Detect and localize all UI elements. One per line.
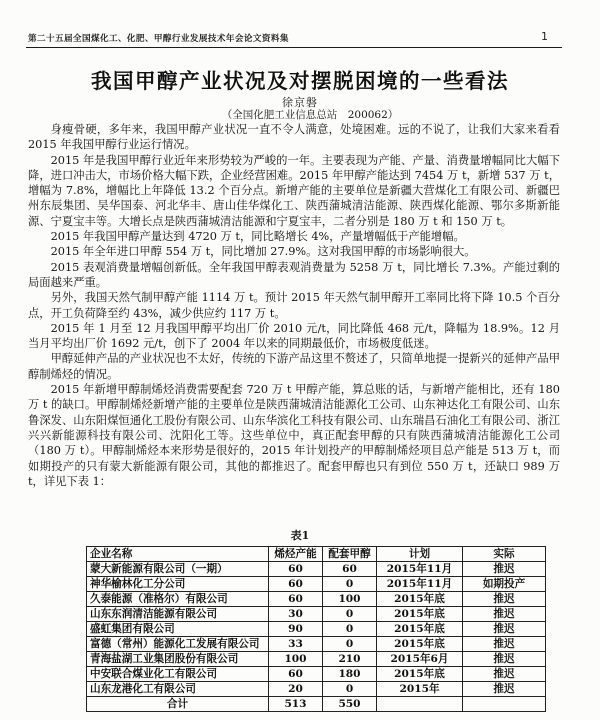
column-header-company: 企业名称 — [87, 547, 269, 562]
cell-olefin-capacity: 60 — [269, 667, 323, 682]
cell-olefin-capacity: 90 — [269, 622, 323, 637]
cell-plan: 2015年6月 — [377, 652, 463, 667]
cell-olefin-capacity: 60 — [269, 592, 323, 607]
column-header-plan: 计划 — [377, 547, 463, 562]
article-body — [28, 122, 560, 489]
cell-plan: 2015年11月 — [377, 562, 463, 577]
article-author: 徐京磐 — [282, 96, 318, 109]
body-paragraph: 2015 年 1 月至 12 月我国甲醇平均出厂价 2010 元/t，同比降低 468 元/t，降幅为 18.9%。12 月当月平均出厂价 1692 元/t，创下了 2004 年以来的同期最低价，市场极度低迷。 — [28, 321, 560, 351]
table-row — [87, 577, 546, 592]
cell-company: 久泰能源（准格尔）有限公司 — [87, 592, 269, 607]
cell-company: 神华榆林化工分公司 — [87, 577, 269, 592]
article-affiliation: （全国化肥工业信息总站 200062） — [221, 109, 399, 121]
cell-actual: 推迟 — [463, 682, 546, 697]
cell-company: 中安联合煤业化工有限公司 — [87, 667, 269, 682]
cell-actual: 推迟 — [463, 592, 546, 607]
table-row — [87, 652, 546, 667]
cell-methanol: 0 — [323, 607, 377, 622]
body-paragraph: 2015 年新增甲醇制烯烃消费需要配套 720 万 t 甲醇产能，算总账的话，与新增产能相比，还有 180 万 t 的缺口。甲醇制烯烃新增产能的主要单位是陕西蒲城清洁能源化工公司、山东神达化工有限公司、山东鲁深发、山东阳煤恒通化工股份有限公司、山东华滨化工科技有限公司、山东瑞昌石油化工有限公司、浙江兴兴新能源科技有限公司、沈阳化工等。这些单位中，真正配套甲醇的只有陕西蒲城清洁能源化工公司（180 万 t）。甲醇制烯烃本来形势是很好的，2015 年计划投产的甲醇制烯烃项目总产能是 513 万 t，而如期投产的只有蒙大新能源有限公司，其他的都推迟了。配套甲醇也只有到位 550 万 t，还缺口 989 万 t，详见下表 1： — [28, 383, 560, 488]
cell-plan: 2015年底 — [377, 667, 463, 682]
body-paragraph: 身瘦骨硬，多年来，我国甲醇产业状况一直不令人满意，处境困难。远的不说了，让我们大家来看看 2015 年我国甲醇行业运行情况。 — [28, 123, 560, 152]
table-total-row — [87, 697, 546, 712]
table-row — [87, 607, 546, 622]
body-paragraph: 2015 年是我国甲醇行业近年来形势较为严峻的一年。主要表现为产能、产量、消费量增幅同比大幅下降，进口冲击大，市场价格大幅下跌，企业经营困难。2015 年甲醇产能达到 7454 万 t，新增 537 万 t，增幅为 7.8%，增幅比上年降低 13.2 个百分点。新增产能的主要单位是新疆大营煤化工有限公司、新疆巴州东辰集团、吴华国泰、河北华丰、唐山佳华煤化工、陕西蒲城清洁能源、陕西煤化能源、鄂尔多斯新能源、宁夏宝丰等。大增长点是陕西蒲城清洁能源和宁夏宝丰，二者分别是 180 万 t 和 150 万 t。 — [28, 153, 560, 228]
cell-plan: 2015年底 — [377, 607, 463, 622]
cell-company: 山东龙港化工有限公司 — [87, 682, 269, 697]
article-title: 我国甲醇产业状况及对摆脱困境的一些看法 — [91, 69, 509, 93]
olefin-projects-table — [86, 546, 546, 712]
table-row — [87, 637, 546, 652]
page-number: 1 — [541, 30, 548, 43]
cell-olefin-capacity: 60 — [269, 577, 323, 592]
cell-actual: 如期投产 — [463, 577, 546, 592]
cell-actual: 推迟 — [463, 607, 546, 622]
cell-methanol: 210 — [323, 652, 377, 667]
cell-plan: 2015年底 — [377, 637, 463, 652]
cell-methanol: 0 — [323, 682, 377, 697]
cell-company: 蒙大新能源有限公司（一期） — [87, 562, 269, 577]
cell-plan: 2015年 — [377, 682, 463, 697]
table-row — [87, 682, 546, 697]
cell-total-label: 合计 — [87, 697, 269, 712]
body-paragraph: 另外，我国天然气制甲醇产能 1114 万 t。预计 2015 年天然气制甲醇开工率同比将下降 10.5 个百分点，开工负荷降至约 43%，减少供应约 117 万 t。 — [28, 291, 560, 320]
cell-actual: 推迟 — [463, 622, 546, 637]
cell-total-actual — [463, 697, 546, 712]
cell-company: 盛虹集团有限公司 — [87, 622, 269, 637]
table-row — [87, 667, 546, 682]
running-title: 第二十五届全国煤化工、化肥、甲醇行业发展技术年会论文资料集 — [28, 34, 289, 44]
column-header-actual: 实际 — [463, 547, 546, 562]
cell-plan: 2015年11月 — [377, 577, 463, 592]
cell-total-olefin-capacity: 513 — [269, 697, 323, 712]
cell-olefin-capacity: 33 — [269, 637, 323, 652]
cell-actual: 推迟 — [463, 652, 546, 667]
cell-olefin-capacity: 20 — [269, 682, 323, 697]
table-header-row — [87, 547, 546, 562]
cell-company: 青海盐湖工业集团股份有限公司 — [87, 652, 269, 667]
cell-olefin-capacity: 100 — [269, 652, 323, 667]
cell-actual: 推迟 — [463, 667, 546, 682]
cell-actual: 推迟 — [463, 637, 546, 652]
cell-total-methanol: 550 — [323, 697, 377, 712]
cell-methanol: 0 — [323, 622, 377, 637]
running-header — [26, 30, 562, 48]
cell-olefin-capacity: 30 — [269, 607, 323, 622]
cell-plan: 2015年底 — [377, 592, 463, 607]
table-row — [87, 562, 546, 577]
cell-company: 山东东润清洁能源有限公司 — [87, 607, 269, 622]
column-header-methanol: 配套甲醇 — [323, 547, 377, 562]
body-paragraph: 2015 年全年进口甲醇 554 万 t，同比增加 27.9%。这对我国甲醇的市场影响很大。 — [50, 245, 476, 259]
cell-methanol: 0 — [323, 577, 377, 592]
cell-company: 富德（常州）能源化工发展有限公司 — [87, 637, 269, 652]
cell-methanol: 100 — [323, 592, 377, 607]
table-row — [87, 592, 546, 607]
cell-total-plan — [377, 697, 463, 712]
cell-actual: 推迟 — [463, 562, 546, 577]
column-header-olefin-capacity: 烯烃产能 — [269, 547, 323, 562]
body-paragraph: 甲醇延伸产品的产业状况也不太好，传统的下游产品这里不赘述了，只简单地提一提新兴的延伸产品甲醇制烯烃的情况。 — [28, 352, 560, 381]
body-paragraph: 2015 年我国甲醇产量达到 4720 万 t，同比略增长 4%，产量增幅低于产能增幅。 — [50, 230, 465, 244]
cell-methanol: 180 — [323, 667, 377, 682]
cell-methanol: 0 — [323, 637, 377, 652]
body-paragraph: 2015 表观消费量增幅创新低。全年我国甲醇表观消费量为 5258 万 t，同比增长 7.3%。产能过剩的局面越来严重。 — [28, 260, 560, 289]
cell-plan: 2015年底 — [377, 622, 463, 637]
table-row — [87, 622, 546, 637]
table-caption: 表1 — [290, 529, 310, 542]
cell-methanol: 60 — [323, 562, 377, 577]
cell-olefin-capacity: 60 — [269, 562, 323, 577]
